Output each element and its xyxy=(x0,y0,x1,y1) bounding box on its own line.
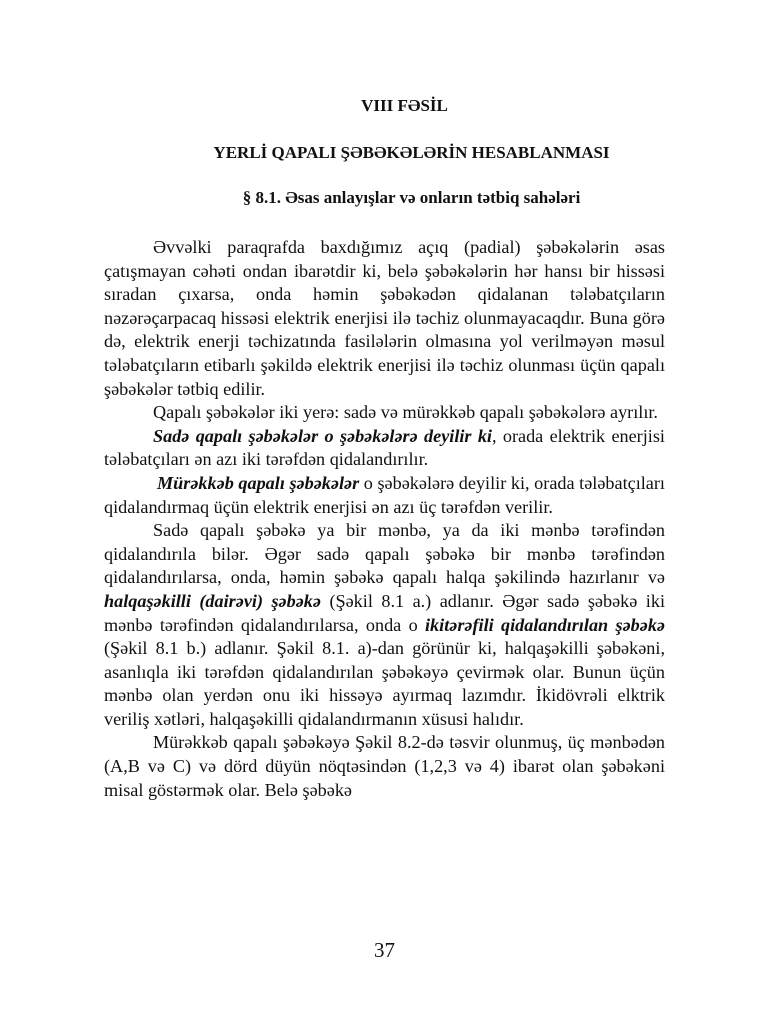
term-ring-network: halqaşəkilli (dairəvi) şəbəkə xyxy=(104,590,321,611)
chapter-title xyxy=(104,143,665,163)
chapter-label: VIII FƏSİL xyxy=(361,96,448,115)
paragraph-1: Əvvəlki paraqrafda baxdığımız açıq (padial) şəbəkələrin əsas çatışmayan cəhəti ondan ibarətdir ki, belə şəbəkələrin hər hansı bir hissəsi sıradan çıxarsa, onda həmin şəbəkədən qidalanan tələbatçıların nəzərəçarpacaq hissəsi elektrik enerjisi ilə təchiz olunmayacaqdır. Buna görə də, elektrik enerji təchizatında fasilələrin olmasına yol verilməyən məsul tələbatçıların etibarlı şəkildə elektrik enerjisi ilə təchiz olunması üçün qapalı şəbəkələr tətbiq edilir. xyxy=(104,237,665,399)
chapter-title-text: YERLİ QAPALI ŞƏBƏKƏLƏRİN HESABLANMASI xyxy=(213,143,610,162)
paragraph-4-rest: o şəbəkələrə deyilir ki, orada tələbatçıları qidalandırmaq üçün elektrik enerjisi ən azı üç tərəfdən verilir. xyxy=(104,472,665,517)
paragraph-3-rest: , orada elektrik enerjisi tələbatçıları ən azı iki tərəfdən qidalandırılır. xyxy=(104,425,665,470)
document-page xyxy=(104,0,665,1024)
paragraph-3 xyxy=(104,425,665,472)
paragraph-5 xyxy=(104,519,665,731)
paragraph-5-part-c: (Şəkil 8.1 b.) adlanır. Şəkil 8.1. a)-dan görünür ki, halqaşəkilli şəbəkəni, asanlıqla iki tərəfdən qidalandırılan şəbəkəyə çevirmək olar. Bunun üçün mənbə olan yerdən onu iki hissəyə ayırmaq lazımdır. İkidövrəli elktrik veriliş xətləri, halqaşəkilli qidalandırmanın xüsusi halıdır. xyxy=(104,638,665,729)
term-complex-closed-network: Mürəkkəb qapalı şəbəkələr xyxy=(157,472,360,493)
term-two-sided-network: ikitərəfili qidalandırılan şəbəkə xyxy=(425,614,665,635)
paragraph-4 xyxy=(104,472,665,519)
paragraph-2: Qapalı şəbəkələr iki yerə: sadə və mürəkkəb qapalı şəbəkələrə ayrılır. xyxy=(153,402,658,423)
term-simple-closed-network: Sadə qapalı şəbəkələr o şəbəkələrə deyilir ki xyxy=(153,425,492,446)
paragraph-6: Mürəkkəb qapalı şəbəkəyə Şəkil 8.2-də təsvir olunmuş, üç mənbədən (A,B və C) və dörd düyün nöqtəsindən (1,2,3 və 4) ibarət olan şəbəkəni misal göstərmək olar. Belə şəbəkə xyxy=(104,732,665,800)
chapter-heading xyxy=(104,96,665,116)
paragraph-5-part-a: Sadə qapalı şəbəkə ya bir mənbə, ya da iki mənbə tərəfindən qidalandırıla bilər. Əgər sadə qapalı şəbəkə bir mənbə tərəfindən qidalandırılarsa, onda, həmin şəbəkə qapalı halqa şəkilində hazırlanır və xyxy=(104,520,665,588)
section-heading xyxy=(104,188,665,208)
body-text xyxy=(104,236,665,802)
section-title-text: § 8.1. Əsas anlayışlar və onların tətbiq sahələri xyxy=(242,188,581,207)
paragraph-5-part-b: (Şəkil 8.1 a.) adlanır. Əgər sadə şəbəkə iki mənbə tərəfindən qidalandırılarsa, onda o xyxy=(104,590,665,635)
page-number: 37 xyxy=(374,938,395,962)
